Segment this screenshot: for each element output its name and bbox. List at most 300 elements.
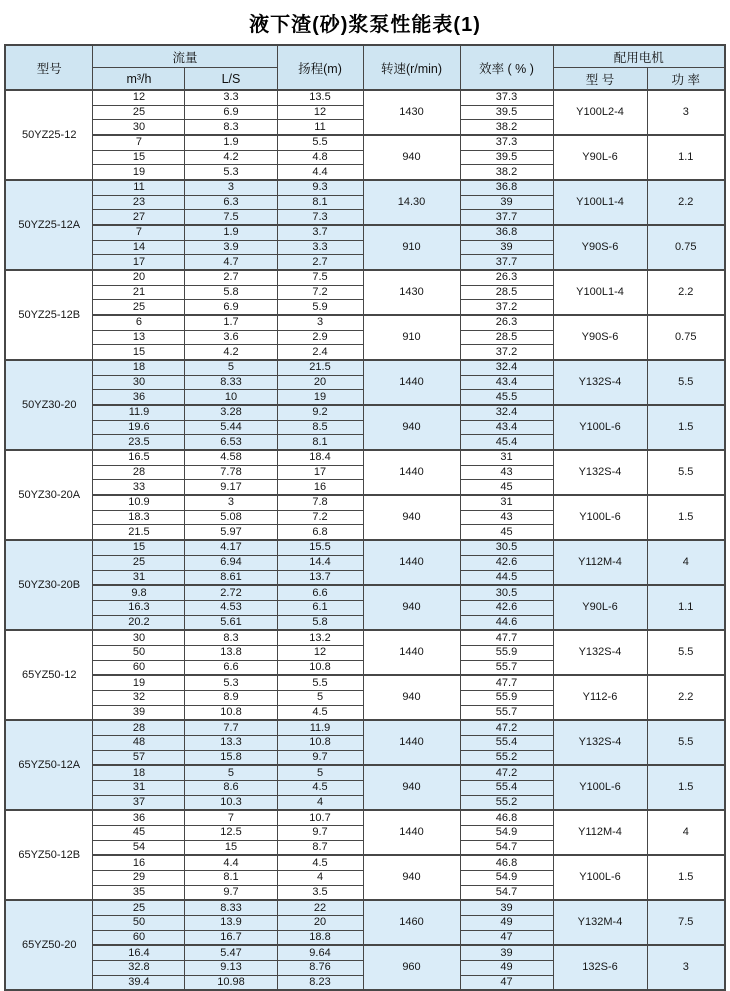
flow-m3h-cell: 9.8: [93, 585, 185, 600]
efficiency-cell: 55.4: [460, 735, 553, 750]
head-cell: 9.64: [277, 945, 363, 960]
flow-m3h-cell: 39: [93, 705, 185, 720]
speed-cell: 960: [363, 945, 460, 990]
flow-ls-cell: 5.61: [185, 615, 277, 630]
flow-m3h-cell: 19.6: [93, 420, 185, 435]
table-row: [5, 675, 725, 690]
efficiency-cell: 47.2: [460, 720, 553, 735]
head-cell: 13.7: [277, 570, 363, 585]
flow-ls-cell: 13.3: [185, 735, 277, 750]
table-row: [5, 720, 725, 735]
flow-ls-cell: 6.3: [185, 195, 277, 210]
efficiency-cell: 49: [460, 915, 553, 930]
flow-ls-cell: 7.5: [185, 210, 277, 225]
head-cell: 9.7: [277, 825, 363, 840]
flow-m3h-cell: 15: [93, 345, 185, 360]
flow-ls-cell: 4.58: [185, 450, 277, 465]
flow-m3h-cell: 21.5: [93, 525, 185, 540]
flow-ls-cell: 6.6: [185, 660, 277, 675]
head-cell: 2.7: [277, 255, 363, 270]
table-row: [5, 765, 725, 780]
flow-m3h-cell: 11: [93, 180, 185, 195]
head-cell: 18.8: [277, 930, 363, 945]
motor-model-cell: Y132S-4: [553, 450, 647, 495]
flow-m3h-cell: 60: [93, 660, 185, 675]
flow-m3h-cell: 27: [93, 210, 185, 225]
model-cell: 65YZ50-12B: [5, 810, 93, 900]
head-cell: 5: [277, 765, 363, 780]
motor-model-cell: Y100L-6: [553, 765, 647, 810]
flow-m3h-cell: 28: [93, 720, 185, 735]
flow-ls-cell: 7.78: [185, 465, 277, 480]
flow-ls-cell: 10.98: [185, 975, 277, 990]
speed-cell: 1440: [363, 720, 460, 765]
power-cell: 1.1: [647, 135, 725, 180]
efficiency-cell: 28.5: [460, 330, 553, 345]
speed-cell: 910: [363, 315, 460, 360]
flow-ls-cell: 4.4: [185, 855, 277, 870]
speed-cell: 1460: [363, 900, 460, 945]
head-cell: 16: [277, 480, 363, 495]
flow-m3h-cell: 13: [93, 330, 185, 345]
efficiency-cell: 30.5: [460, 585, 553, 600]
head-cell: 7.5: [277, 270, 363, 285]
head-cell: 9.2: [277, 405, 363, 420]
efficiency-cell: 55.7: [460, 705, 553, 720]
flow-m3h-cell: 39.4: [93, 975, 185, 990]
head-cell: 7.2: [277, 510, 363, 525]
flow-m3h-cell: 31: [93, 780, 185, 795]
table-row: [5, 315, 725, 330]
head-cell: 4.5: [277, 855, 363, 870]
motor-model-cell: 132S-6: [553, 945, 647, 990]
table-row: [5, 945, 725, 960]
col-header-motor-power: 功 率: [647, 68, 725, 91]
motor-model-cell: Y132S-4: [553, 720, 647, 765]
model-cell: 50YZ25-12B: [5, 270, 93, 360]
efficiency-cell: 39.5: [460, 150, 553, 165]
flow-m3h-cell: 31: [93, 570, 185, 585]
flow-ls-cell: 7: [185, 810, 277, 825]
flow-m3h-cell: 23.5: [93, 435, 185, 450]
flow-m3h-cell: 25: [93, 300, 185, 315]
flow-m3h-cell: 20: [93, 270, 185, 285]
efficiency-cell: 55.9: [460, 690, 553, 705]
efficiency-cell: 38.2: [460, 165, 553, 180]
flow-m3h-cell: 6: [93, 315, 185, 330]
flow-ls-cell: 6.9: [185, 300, 277, 315]
head-cell: 6.8: [277, 525, 363, 540]
efficiency-cell: 45: [460, 480, 553, 495]
efficiency-cell: 47.2: [460, 765, 553, 780]
efficiency-cell: 36.8: [460, 225, 553, 240]
efficiency-cell: 28.5: [460, 285, 553, 300]
speed-cell: 1440: [363, 450, 460, 495]
motor-model-cell: Y100L1-4: [553, 180, 647, 225]
efficiency-cell: 43.4: [460, 375, 553, 390]
flow-ls-cell: 9.13: [185, 960, 277, 975]
model-cell: 50YZ25-12A: [5, 180, 93, 270]
flow-ls-cell: 8.3: [185, 630, 277, 645]
head-cell: 18.4: [277, 450, 363, 465]
efficiency-cell: 31: [460, 450, 553, 465]
head-cell: 4: [277, 870, 363, 885]
flow-m3h-cell: 37: [93, 795, 185, 810]
power-cell: 1.5: [647, 405, 725, 450]
flow-ls-cell: 5: [185, 765, 277, 780]
flow-ls-cell: 8.3: [185, 120, 277, 135]
head-cell: 14.4: [277, 555, 363, 570]
speed-cell: 1430: [363, 270, 460, 315]
power-cell: 7.5: [647, 900, 725, 945]
efficiency-cell: 47: [460, 930, 553, 945]
flow-ls-cell: 7.7: [185, 720, 277, 735]
table-row: [5, 540, 725, 555]
flow-m3h-cell: 10.9: [93, 495, 185, 510]
model-cell: 50YZ30-20B: [5, 540, 93, 630]
efficiency-cell: 55.4: [460, 780, 553, 795]
flow-ls-cell: 2.7: [185, 270, 277, 285]
head-cell: 7.3: [277, 210, 363, 225]
speed-cell: 940: [363, 405, 460, 450]
power-cell: 4: [647, 540, 725, 585]
flow-m3h-cell: 25: [93, 900, 185, 915]
power-cell: 5.5: [647, 720, 725, 765]
flow-m3h-cell: 19: [93, 165, 185, 180]
table-row: [5, 90, 725, 105]
flow-m3h-cell: 30: [93, 630, 185, 645]
efficiency-cell: 37.3: [460, 135, 553, 150]
flow-ls-cell: 6.9: [185, 105, 277, 120]
efficiency-cell: 37.7: [460, 255, 553, 270]
head-cell: 22: [277, 900, 363, 915]
motor-model-cell: Y112M-4: [553, 810, 647, 855]
flow-m3h-cell: 30: [93, 120, 185, 135]
motor-model-cell: Y90S-6: [553, 225, 647, 270]
head-cell: 4: [277, 795, 363, 810]
power-cell: 1.1: [647, 585, 725, 630]
col-header-efficiency: 效率 ( % ): [460, 45, 553, 90]
flow-ls-cell: 8.6: [185, 780, 277, 795]
motor-model-cell: Y132S-4: [553, 630, 647, 675]
flow-ls-cell: 8.1: [185, 870, 277, 885]
flow-m3h-cell: 18: [93, 360, 185, 375]
head-cell: 12: [277, 645, 363, 660]
flow-m3h-cell: 23: [93, 195, 185, 210]
efficiency-cell: 26.3: [460, 270, 553, 285]
flow-m3h-cell: 36: [93, 390, 185, 405]
flow-ls-cell: 5.44: [185, 420, 277, 435]
head-cell: 8.1: [277, 435, 363, 450]
efficiency-cell: 39: [460, 900, 553, 915]
head-cell: 10.8: [277, 735, 363, 750]
efficiency-cell: 43: [460, 465, 553, 480]
power-cell: 2.2: [647, 180, 725, 225]
flow-ls-cell: 5.3: [185, 165, 277, 180]
col-header-model: 型号: [5, 45, 93, 90]
efficiency-cell: 31: [460, 495, 553, 510]
motor-model-cell: Y112M-4: [553, 540, 647, 585]
flow-m3h-cell: 29: [93, 870, 185, 885]
speed-cell: 940: [363, 585, 460, 630]
flow-m3h-cell: 33: [93, 480, 185, 495]
flow-ls-cell: 8.61: [185, 570, 277, 585]
efficiency-cell: 37.3: [460, 90, 553, 105]
efficiency-cell: 30.5: [460, 540, 553, 555]
efficiency-cell: 54.9: [460, 825, 553, 840]
flow-ls-cell: 12.5: [185, 825, 277, 840]
flow-m3h-cell: 19: [93, 675, 185, 690]
head-cell: 17: [277, 465, 363, 480]
flow-ls-cell: 4.53: [185, 600, 277, 615]
efficiency-cell: 55.7: [460, 660, 553, 675]
table-row: [5, 495, 725, 510]
flow-m3h-cell: 45: [93, 825, 185, 840]
head-cell: 8.76: [277, 960, 363, 975]
table-row: [5, 180, 725, 195]
head-cell: 4.4: [277, 165, 363, 180]
speed-cell: 14.30: [363, 180, 460, 225]
table-row: [5, 225, 725, 240]
flow-m3h-cell: 16.4: [93, 945, 185, 960]
flow-m3h-cell: 7: [93, 135, 185, 150]
efficiency-cell: 39: [460, 240, 553, 255]
flow-ls-cell: 9.17: [185, 480, 277, 495]
head-cell: 3: [277, 315, 363, 330]
head-cell: 7.2: [277, 285, 363, 300]
efficiency-cell: 45.4: [460, 435, 553, 450]
head-cell: 8.5: [277, 420, 363, 435]
flow-m3h-cell: 15: [93, 150, 185, 165]
flow-ls-cell: 10.3: [185, 795, 277, 810]
efficiency-cell: 54.7: [460, 885, 553, 900]
efficiency-cell: 44.5: [460, 570, 553, 585]
table-row: [5, 135, 725, 150]
power-cell: 1.5: [647, 765, 725, 810]
flow-m3h-cell: 48: [93, 735, 185, 750]
flow-m3h-cell: 21: [93, 285, 185, 300]
efficiency-cell: 36.8: [460, 180, 553, 195]
flow-ls-cell: 5.47: [185, 945, 277, 960]
head-cell: 5.5: [277, 675, 363, 690]
col-header-flow-ls: L/S: [185, 68, 277, 91]
flow-m3h-cell: 32: [93, 690, 185, 705]
head-cell: 20: [277, 375, 363, 390]
head-cell: 8.23: [277, 975, 363, 990]
flow-ls-cell: 3: [185, 495, 277, 510]
head-cell: 3.7: [277, 225, 363, 240]
head-cell: 4.5: [277, 780, 363, 795]
head-cell: 3.3: [277, 240, 363, 255]
flow-m3h-cell: 50: [93, 915, 185, 930]
flow-ls-cell: 3.6: [185, 330, 277, 345]
head-cell: 5.9: [277, 300, 363, 315]
speed-cell: 940: [363, 495, 460, 540]
motor-model-cell: Y112-6: [553, 675, 647, 720]
flow-ls-cell: 13.9: [185, 915, 277, 930]
table-row: [5, 270, 725, 285]
flow-ls-cell: 15: [185, 840, 277, 855]
flow-m3h-cell: 50: [93, 645, 185, 660]
flow-m3h-cell: 16: [93, 855, 185, 870]
flow-ls-cell: 15.8: [185, 750, 277, 765]
flow-ls-cell: 5.8: [185, 285, 277, 300]
efficiency-cell: 46.8: [460, 855, 553, 870]
col-header-motor-model: 型 号: [553, 68, 647, 91]
flow-ls-cell: 9.7: [185, 885, 277, 900]
speed-cell: 1440: [363, 540, 460, 585]
table-row: [5, 855, 725, 870]
flow-ls-cell: 3.3: [185, 90, 277, 105]
flow-ls-cell: 8.33: [185, 375, 277, 390]
head-cell: 13.2: [277, 630, 363, 645]
col-header-flow-m3h: m³/h: [93, 68, 185, 91]
head-cell: 7.8: [277, 495, 363, 510]
col-header-speed: 转速(r/min): [363, 45, 460, 90]
head-cell: 2.4: [277, 345, 363, 360]
flow-ls-cell: 3.28: [185, 405, 277, 420]
head-cell: 3.5: [277, 885, 363, 900]
head-cell: 11: [277, 120, 363, 135]
motor-model-cell: Y100L-6: [553, 855, 647, 900]
head-cell: 10.8: [277, 660, 363, 675]
speed-cell: 1430: [363, 90, 460, 135]
flow-ls-cell: 4.7: [185, 255, 277, 270]
table-row: [5, 900, 725, 915]
model-cell: 65YZ50-12: [5, 630, 93, 720]
efficiency-cell: 39: [460, 195, 553, 210]
flow-ls-cell: 5.3: [185, 675, 277, 690]
head-cell: 4.5: [277, 705, 363, 720]
power-cell: 0.75: [647, 315, 725, 360]
speed-cell: 940: [363, 765, 460, 810]
efficiency-cell: 39.5: [460, 105, 553, 120]
efficiency-cell: 32.4: [460, 405, 553, 420]
model-cell: 65YZ50-12A: [5, 720, 93, 810]
table-row: [5, 630, 725, 645]
head-cell: 19: [277, 390, 363, 405]
motor-model-cell: Y132S-4: [553, 360, 647, 405]
head-cell: 15.5: [277, 540, 363, 555]
power-cell: 1.5: [647, 495, 725, 540]
speed-cell: 1440: [363, 360, 460, 405]
model-cell: 50YZ30-20: [5, 360, 93, 450]
table-header: [5, 45, 725, 90]
flow-m3h-cell: 14: [93, 240, 185, 255]
efficiency-cell: 54.7: [460, 840, 553, 855]
flow-ls-cell: 8.9: [185, 690, 277, 705]
table-row: [5, 585, 725, 600]
flow-m3h-cell: 30: [93, 375, 185, 390]
flow-ls-cell: 1.9: [185, 135, 277, 150]
flow-m3h-cell: 32.8: [93, 960, 185, 975]
speed-cell: 940: [363, 675, 460, 720]
power-cell: 5.5: [647, 630, 725, 675]
head-cell: 20: [277, 915, 363, 930]
model-cell: 65YZ50-20: [5, 900, 93, 990]
model-cell: 50YZ30-20A: [5, 450, 93, 540]
motor-model-cell: Y100L-6: [553, 405, 647, 450]
efficiency-cell: 39: [460, 945, 553, 960]
head-cell: 11.9: [277, 720, 363, 735]
head-cell: 8.1: [277, 195, 363, 210]
flow-ls-cell: 16.7: [185, 930, 277, 945]
power-cell: 4: [647, 810, 725, 855]
head-cell: 6.6: [277, 585, 363, 600]
flow-m3h-cell: 60: [93, 930, 185, 945]
flow-ls-cell: 4.2: [185, 150, 277, 165]
flow-ls-cell: 13.8: [185, 645, 277, 660]
flow-m3h-cell: 15: [93, 540, 185, 555]
efficiency-cell: 49: [460, 960, 553, 975]
table-body: [5, 90, 725, 990]
flow-m3h-cell: 11.9: [93, 405, 185, 420]
efficiency-cell: 47.7: [460, 630, 553, 645]
efficiency-cell: 43: [460, 510, 553, 525]
head-cell: 9.3: [277, 180, 363, 195]
head-cell: 12: [277, 105, 363, 120]
motor-model-cell: Y90S-6: [553, 315, 647, 360]
speed-cell: 910: [363, 225, 460, 270]
efficiency-cell: 45.5: [460, 390, 553, 405]
efficiency-cell: 42.6: [460, 600, 553, 615]
col-header-head: 扬程(m): [277, 45, 363, 90]
flow-m3h-cell: 7: [93, 225, 185, 240]
speed-cell: 940: [363, 855, 460, 900]
power-cell: 0.75: [647, 225, 725, 270]
head-cell: 13.5: [277, 90, 363, 105]
efficiency-cell: 47: [460, 975, 553, 990]
power-cell: 2.2: [647, 270, 725, 315]
efficiency-cell: 32.4: [460, 360, 553, 375]
flow-m3h-cell: 54: [93, 840, 185, 855]
flow-ls-cell: 1.9: [185, 225, 277, 240]
efficiency-cell: 42.6: [460, 555, 553, 570]
power-cell: 3: [647, 945, 725, 990]
flow-ls-cell: 3.9: [185, 240, 277, 255]
efficiency-cell: 44.6: [460, 615, 553, 630]
table-row: [5, 405, 725, 420]
head-cell: 5.8: [277, 615, 363, 630]
head-cell: 5: [277, 690, 363, 705]
flow-ls-cell: 1.7: [185, 315, 277, 330]
head-cell: 2.9: [277, 330, 363, 345]
power-cell: 5.5: [647, 360, 725, 405]
flow-m3h-cell: 25: [93, 105, 185, 120]
flow-m3h-cell: 20.2: [93, 615, 185, 630]
motor-model-cell: Y100L-6: [553, 495, 647, 540]
flow-ls-cell: 5.97: [185, 525, 277, 540]
efficiency-cell: 55.9: [460, 645, 553, 660]
power-cell: 2.2: [647, 675, 725, 720]
flow-m3h-cell: 12: [93, 90, 185, 105]
power-cell: 5.5: [647, 450, 725, 495]
head-cell: 5.5: [277, 135, 363, 150]
efficiency-cell: 55.2: [460, 750, 553, 765]
table-row: [5, 450, 725, 465]
efficiency-cell: 45: [460, 525, 553, 540]
power-cell: 3: [647, 90, 725, 135]
efficiency-cell: 54.9: [460, 870, 553, 885]
flow-m3h-cell: 17: [93, 255, 185, 270]
flow-m3h-cell: 18.3: [93, 510, 185, 525]
model-cell: 50YZ25-12: [5, 90, 93, 180]
efficiency-cell: 47.7: [460, 675, 553, 690]
head-cell: 6.1: [277, 600, 363, 615]
header-row-1: [5, 45, 725, 68]
efficiency-cell: 43.4: [460, 420, 553, 435]
flow-ls-cell: 2.72: [185, 585, 277, 600]
